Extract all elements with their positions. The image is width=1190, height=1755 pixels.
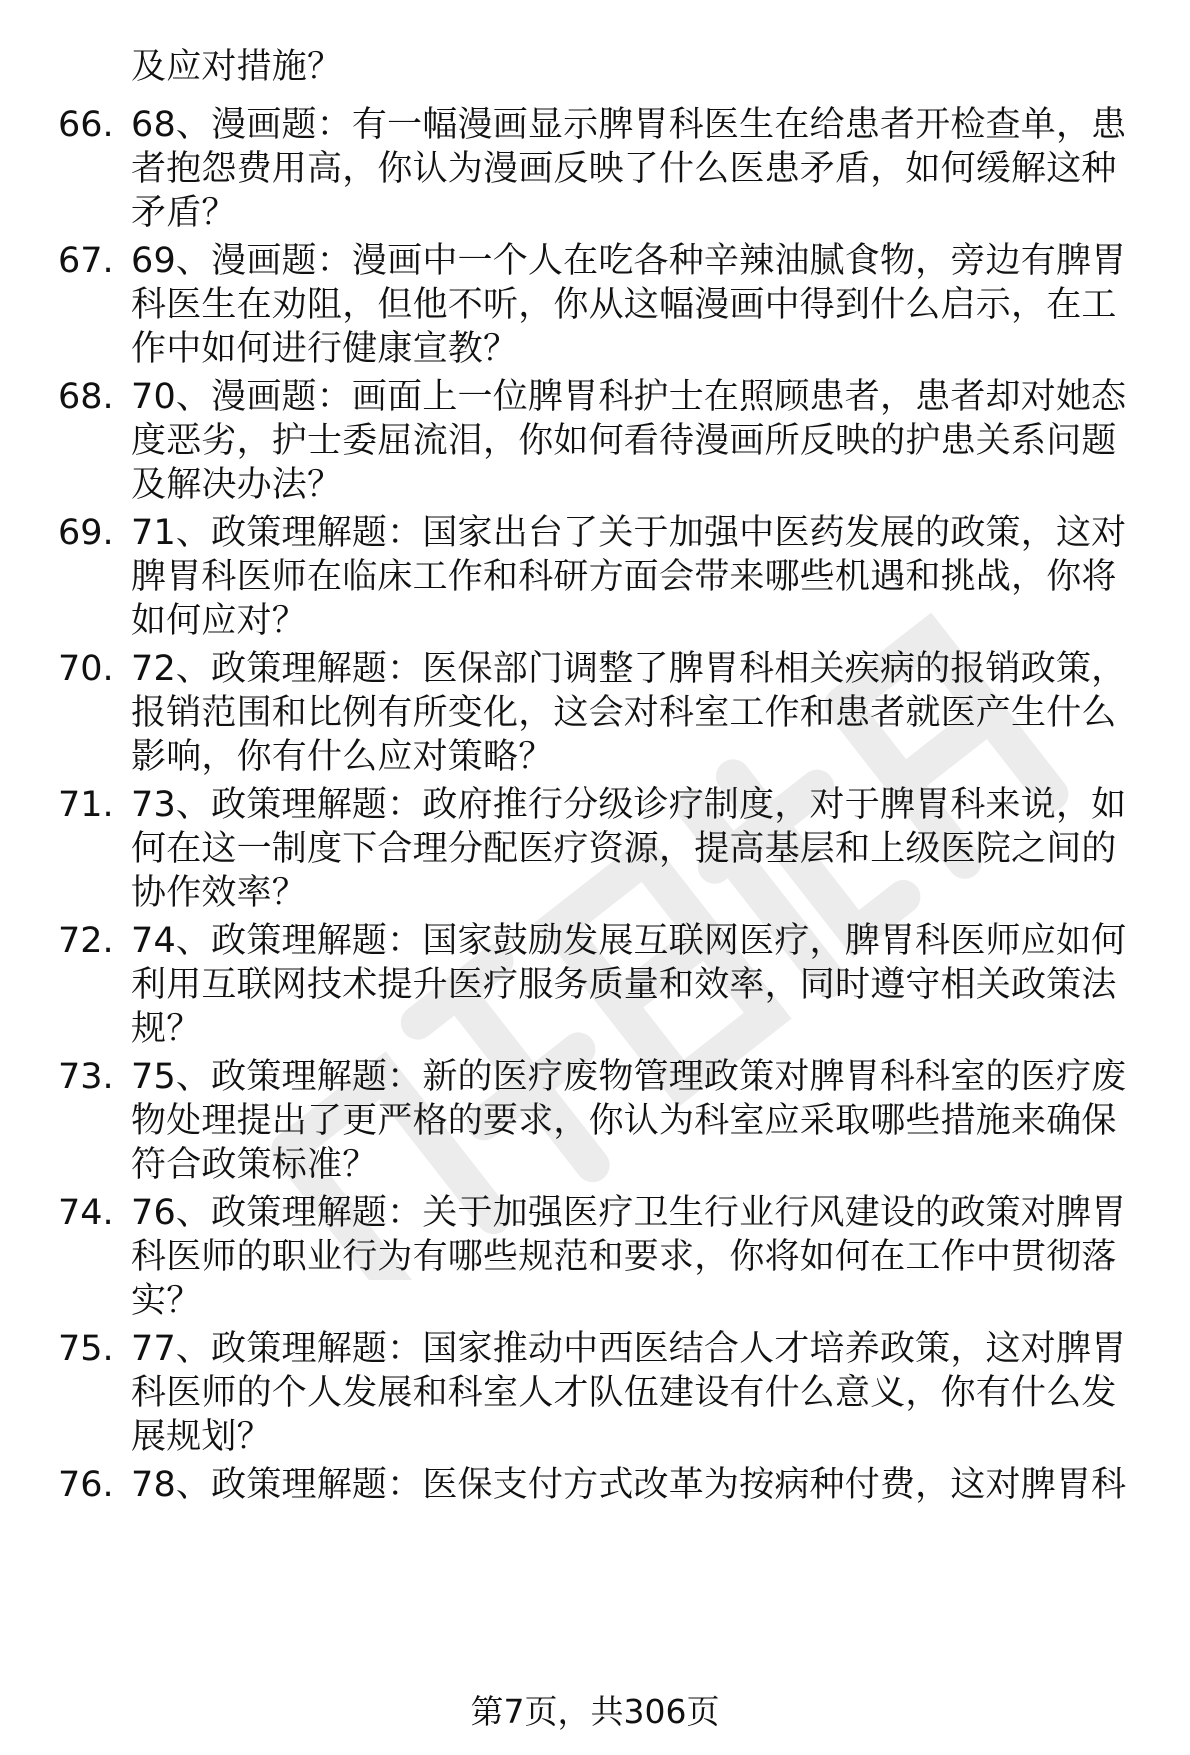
- text-line: 76、政策理解题：关于加强医疗卫生行业行风建设的政策对脾胃: [131, 1193, 1127, 1233]
- item-number: 73.: [58, 1057, 114, 1097]
- text-line: 71、政策理解题：国家出台了关于加强中医药发展的政策，这对: [131, 513, 1127, 553]
- text-line: 符合政策标准？: [131, 1145, 378, 1185]
- text-line: 规？: [131, 1009, 202, 1049]
- text-line: 73、政策理解题：政府推行分级诊疗制度，对于脾胃科来说，如: [131, 785, 1127, 825]
- text-line: 展规划？: [131, 1417, 272, 1457]
- item-number: 76.: [58, 1465, 114, 1505]
- page-number-footer: 第7页，共306页: [470, 1692, 720, 1731]
- text-line: 利用互联网技术提升医疗服务质量和效率，同时遵守相关政策法: [131, 965, 1117, 1005]
- item-number: 70.: [58, 649, 114, 689]
- text-line: 报销范围和比例有所变化，这会对科室工作和患者就医产生什么: [131, 693, 1117, 733]
- text-line: 度恶劣，护士委屈流泪，你如何看待漫画所反映的护患关系问题: [131, 421, 1117, 461]
- text-line: 68、漫画题：有一幅漫画显示脾胃科医生在给患者开检查单，患: [131, 105, 1127, 145]
- text-line: 72、政策理解题：医保部门调整了脾胃科相关疾病的报销政策，: [131, 649, 1127, 689]
- text-line: 实？: [131, 1281, 202, 1321]
- text-line: 者抱怨费用高，你认为漫画反映了什么医患矛盾，如何缓解这种: [131, 149, 1117, 189]
- item-number: 74.: [58, 1193, 114, 1233]
- item-number: 68.: [58, 377, 114, 417]
- text-line: 及应对措施？: [131, 47, 343, 87]
- text-line: 影响，你有什么应对策略？: [131, 737, 554, 777]
- text-line: 69、漫画题：漫画中一个人在吃各种辛辣油腻食物，旁边有脾胃: [131, 241, 1127, 281]
- text-line: 脾胃科医师在临床工作和科研方面会带来哪些机遇和挑战，你将: [131, 557, 1117, 597]
- text-line: 何在这一制度下合理分配医疗资源，提高基层和上级医院之间的: [131, 829, 1117, 869]
- item-number: 67.: [58, 241, 114, 281]
- text-line: 作中如何进行健康宣教？: [131, 329, 519, 369]
- item-number: 66.: [58, 105, 114, 145]
- text-line: 科医师的个人发展和科室人才队伍建设有什么意义，你有什么发: [131, 1373, 1117, 1413]
- item-number: 69.: [58, 513, 114, 553]
- text-line: 科医师的职业行为有哪些规范和要求，你将如何在工作中贯彻落: [131, 1237, 1117, 1277]
- text-line: 如何应对？: [131, 601, 308, 641]
- text-line: 及解决办法？: [131, 465, 343, 505]
- text-line: 74、政策理解题：国家鼓励发展互联网医疗，脾胃科医师应如何: [131, 921, 1127, 961]
- text-line: 科医生在劝阻，但他不听，你从这幅漫画中得到什么启示，在工: [131, 285, 1117, 325]
- text-line: 矛盾？: [131, 193, 237, 233]
- text-line: 物处理提出了更严格的要求，你认为科室应采取哪些措施来确保: [131, 1101, 1117, 1141]
- text-line: 70、漫画题：画面上一位脾胃科护士在照顾患者，患者却对她态: [131, 377, 1127, 417]
- text-line: 协作效率？: [131, 873, 308, 913]
- item-number: 71.: [58, 785, 114, 825]
- text-line: 75、政策理解题：新的医疗废物管理政策对脾胃科科室的医疗废: [131, 1057, 1127, 1097]
- text-line: 78、政策理解题：医保支付方式改革为按病种付费，这对脾胃科: [131, 1465, 1127, 1505]
- text-line: 77、政策理解题：国家推动中西医结合人才培养政策，这对脾胃: [131, 1329, 1127, 1369]
- item-number: 72.: [58, 921, 114, 961]
- item-number: 75.: [58, 1329, 114, 1369]
